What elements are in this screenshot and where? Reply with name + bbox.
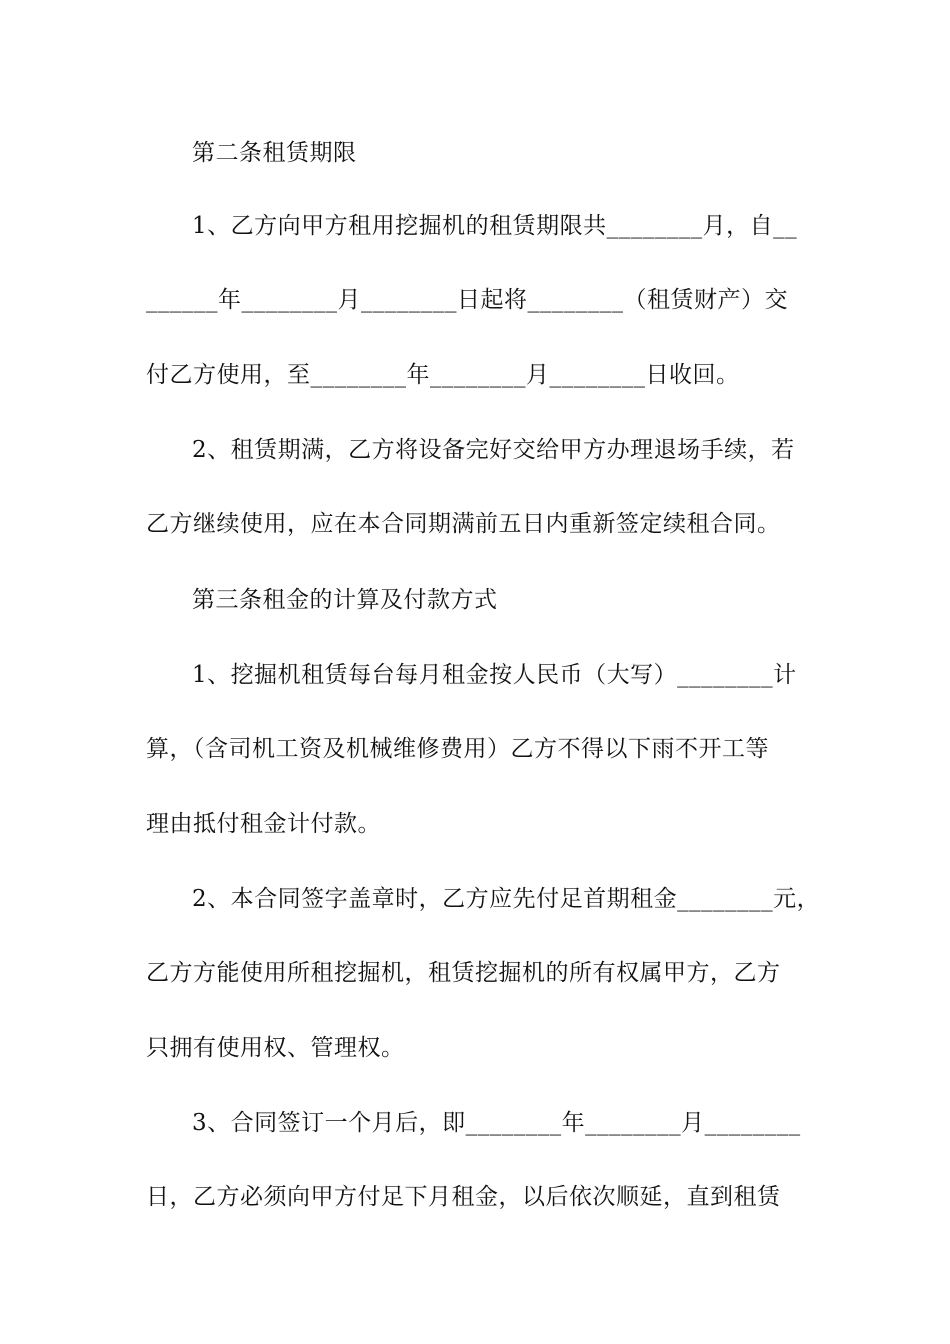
paragraph-line: 1、挖掘机租赁每台每月租金按人民币（大写）________计 bbox=[192, 662, 797, 688]
paragraph-line: 付乙方使用，至________年________月________日收回。 bbox=[146, 362, 740, 388]
paragraph-line: 日，乙方必须向甲方付足下月租金，以后依次顺延，直到租赁 bbox=[146, 1184, 781, 1210]
article-2-heading: 第二条租赁期限 bbox=[192, 140, 357, 166]
paragraph-line: 乙方继续使用，应在本合同期满前五日内重新签定续租合同。 bbox=[146, 511, 781, 537]
paragraph-line: 2、本合同签字盖章时，乙方应先付足首期租金________元， bbox=[192, 886, 821, 912]
paragraph-line: 理由抵付租金计付款。 bbox=[146, 811, 381, 837]
paragraph-line: 乙方方能使用所租挖掘机，租赁挖掘机的所有权属甲方，乙方 bbox=[146, 960, 781, 986]
paragraph-line: 3、合同签订一个月后，即________年________月________ bbox=[192, 1110, 801, 1136]
paragraph-line: 算，（含司机工资及机械维修费用）乙方不得以下雨不开工等 bbox=[146, 736, 769, 762]
paragraph-line: 2、租赁期满，乙方将设备完好交给甲方办理退场手续，若 bbox=[192, 437, 795, 463]
paragraph-line: ______年________月________日起将________（租赁财产）交 bbox=[146, 287, 788, 313]
paragraph-line: 只拥有使用权、管理权。 bbox=[146, 1035, 405, 1061]
paragraph-line: 1、乙方向甲方租用挖掘机的租赁期限共________月，自__ bbox=[192, 213, 798, 239]
article-3-heading: 第三条租金的计算及付款方式 bbox=[192, 587, 498, 613]
